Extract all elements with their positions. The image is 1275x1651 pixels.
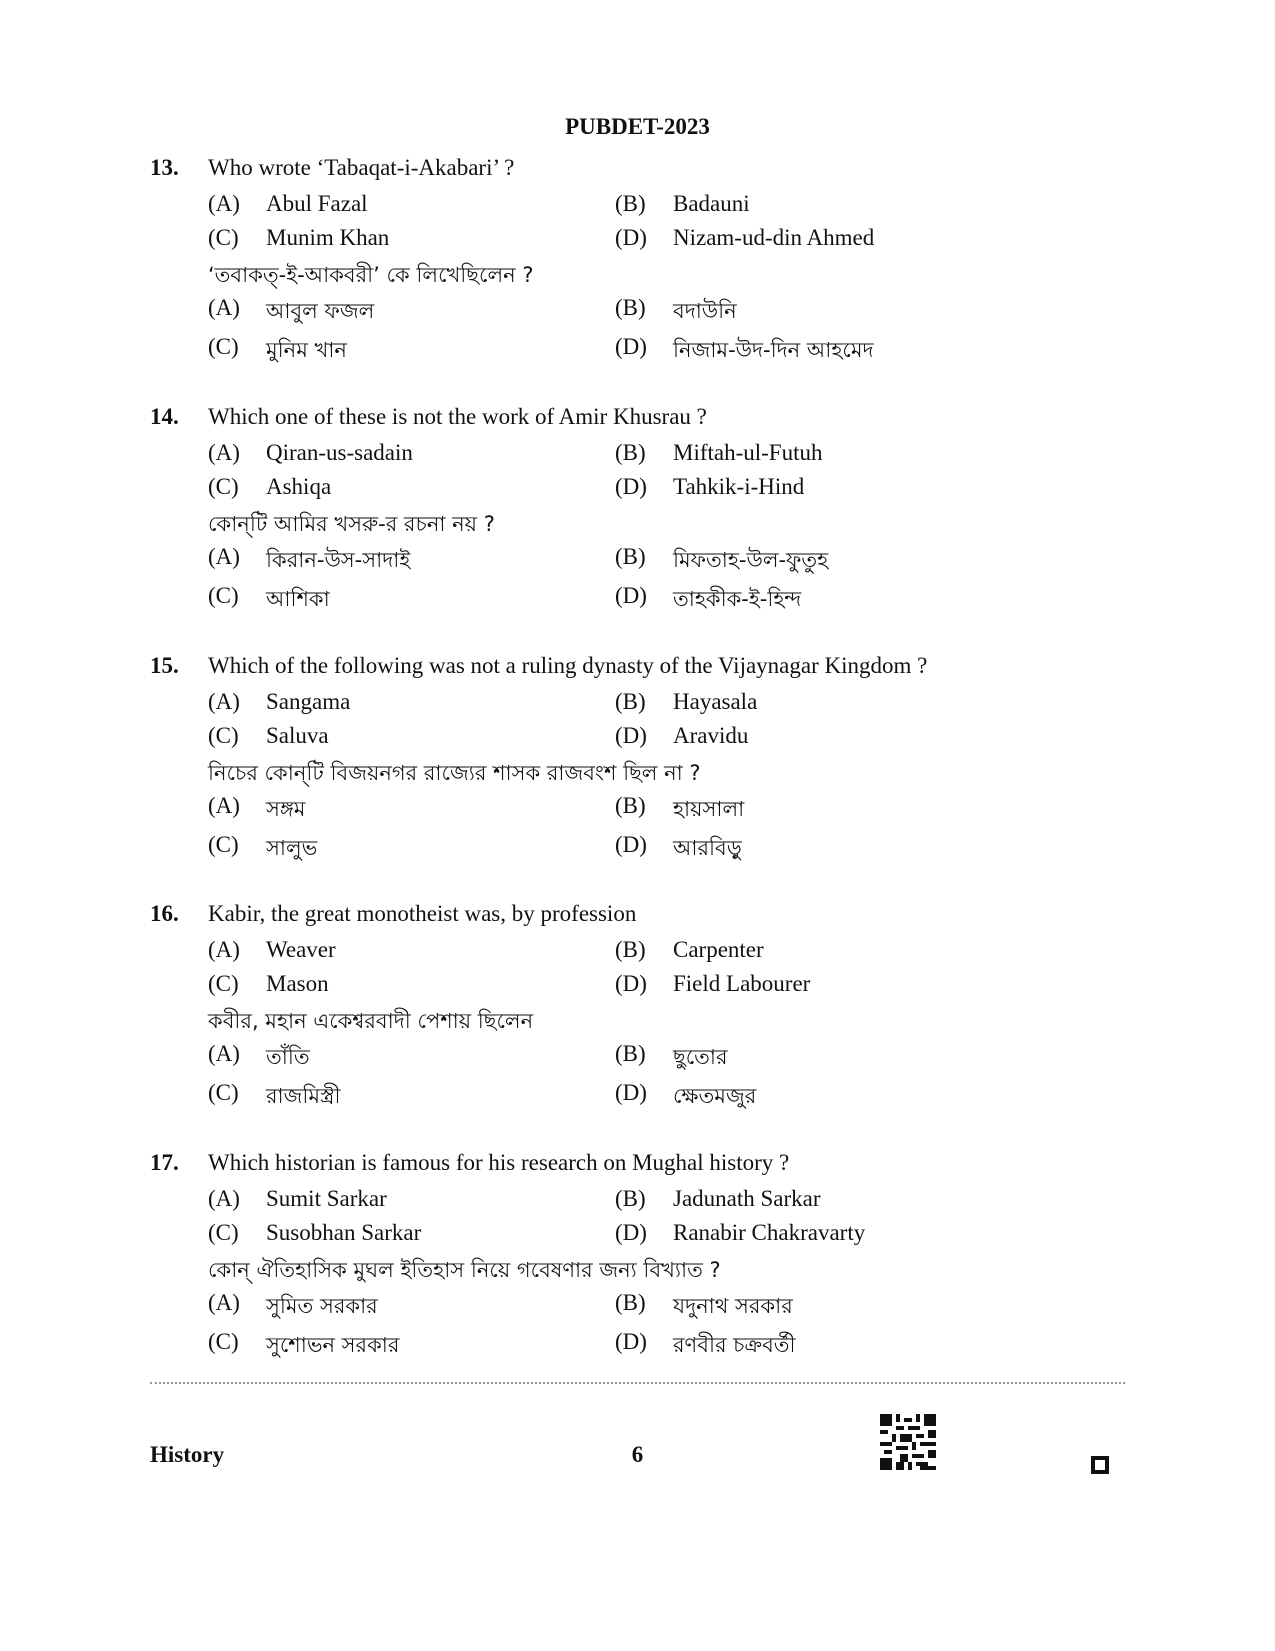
question-number: 15. <box>150 653 179 678</box>
bengali-option-row <box>150 544 1150 583</box>
option-text: Ranabir Chakravarty <box>673 1220 866 1245</box>
option-text: সঙ্গম <box>266 797 306 821</box>
page-header-title: PUBDET-2023 <box>565 114 710 139</box>
question-line <box>150 901 1150 937</box>
option-text: Qiran-us-sadain <box>266 440 413 465</box>
option-label: (D) <box>615 723 647 748</box>
option-text: আবুল ফজল <box>266 299 375 323</box>
question-text: Which one of these is not the work of Amir Khusrau ? <box>208 404 707 429</box>
question-block <box>150 653 1150 871</box>
option-text: Mason <box>266 971 329 996</box>
option-label: (C) <box>208 583 239 608</box>
option-text: যদুনাথ সরকার <box>673 1294 793 1318</box>
option-label: (D) <box>615 474 647 499</box>
option-text: Field Labourer <box>673 971 811 996</box>
bengali-question-text: কোন্‌টি আমির খসরু-র রচনা নয় ? <box>208 512 495 536</box>
bengali-question-line <box>150 757 1150 793</box>
english-option-row <box>150 474 1150 508</box>
option-label: (C) <box>208 723 239 748</box>
option-text: Aravidu <box>673 723 749 748</box>
option-label: (D) <box>615 971 647 996</box>
option-label: (D) <box>615 225 647 250</box>
option-text: Sangama <box>266 689 351 714</box>
english-option-row <box>150 191 1150 225</box>
question-number: 14. <box>150 404 179 429</box>
option-text: Abul Fazal <box>266 191 368 216</box>
option-text: রণবীর চক্রবর্তী <box>673 1333 796 1357</box>
english-option-row <box>150 937 1150 971</box>
square-marker-icon <box>1091 1456 1109 1474</box>
option-label: (B) <box>615 191 646 216</box>
option-text: সুমিত সরকার <box>266 1294 378 1318</box>
english-option-row <box>150 1220 1150 1254</box>
question-block <box>150 901 1150 1119</box>
option-text: Nizam-ud-din Ahmed <box>673 225 875 250</box>
bengali-question-text: ‘তবাকত্-ই-আকবরী’ কে লিখেছিলেন ? <box>208 263 534 287</box>
option-label: (A) <box>208 1290 240 1315</box>
option-text: Miftah-ul-Futuh <box>673 440 823 465</box>
bengali-question-line <box>150 1254 1150 1290</box>
bengali-option-row <box>150 583 1150 622</box>
question-text: Which of the following was not a ruling dynasty of the Vijaynagar Kingdom ? <box>208 653 928 678</box>
option-label: (A) <box>208 191 240 216</box>
option-label: (B) <box>615 937 646 962</box>
option-text: সালুভ <box>266 836 318 860</box>
option-label: (D) <box>615 1220 647 1245</box>
option-text: তাঁতি <box>266 1045 310 1069</box>
option-label: (C) <box>208 1329 239 1354</box>
question-line <box>150 1150 1150 1186</box>
option-label: (A) <box>208 793 240 818</box>
option-label: (A) <box>208 295 240 320</box>
option-text: সুশোভন সরকার <box>266 1333 400 1357</box>
option-label: (A) <box>208 1186 240 1211</box>
question-text: Which historian is famous for his research on Mughal history ? <box>208 1150 790 1175</box>
option-label: (C) <box>208 225 239 250</box>
option-label: (C) <box>208 1080 239 1105</box>
bengali-question-text: কোন্‌ ঐতিহাসিক মুঘল ইতিহাস নিয়ে গবেষণার জন্য বিখ্যাত ? <box>208 1258 721 1282</box>
question-line <box>150 653 1150 689</box>
option-label: (C) <box>208 334 239 359</box>
bengali-option-row <box>150 1290 1150 1329</box>
bengali-question-line <box>150 1005 1150 1041</box>
question-line <box>150 155 1150 191</box>
question-block <box>150 1150 1150 1368</box>
question-text: Kabir, the great monotheist was, by profession <box>208 901 637 926</box>
option-label: (D) <box>615 583 647 608</box>
option-text: Tahkik-i-Hind <box>673 474 805 499</box>
option-text: Munim Khan <box>266 225 390 250</box>
option-text: Susobhan Sarkar <box>266 1220 422 1245</box>
bengali-question-text: কবীর, মহান একেশ্বরবাদী পেশায় ছিলেন <box>208 1009 534 1033</box>
option-text: আরবিড়ু <box>673 836 742 860</box>
option-text: কিরান-উস-সাদাই <box>266 548 411 572</box>
bengali-question-line <box>150 508 1150 544</box>
option-label: (D) <box>615 334 647 359</box>
option-text: তাহকীক-ই-হিন্দ <box>673 587 802 611</box>
english-option-row <box>150 225 1150 259</box>
option-label: (C) <box>208 832 239 857</box>
question-text: Who wrote ‘Tabaqat-i-Akabari’ ? <box>208 155 515 180</box>
bengali-question-line <box>150 259 1150 295</box>
bengali-option-row <box>150 1329 1150 1368</box>
option-label: (A) <box>208 937 240 962</box>
english-option-row <box>150 1186 1150 1220</box>
option-text: নিজাম-উদ-দিন আহমেদ <box>673 338 874 362</box>
option-label: (A) <box>208 440 240 465</box>
option-text: বদাউনি <box>673 299 737 323</box>
option-label: (B) <box>615 544 646 569</box>
option-text: মুনিম খান <box>266 338 347 362</box>
bengali-option-row <box>150 334 1150 373</box>
option-label: (A) <box>208 1041 240 1066</box>
english-option-row <box>150 689 1150 723</box>
question-block <box>150 404 1150 622</box>
option-label: (D) <box>615 1080 647 1105</box>
option-label: (C) <box>208 474 239 499</box>
option-label: (B) <box>615 440 646 465</box>
bengali-option-row <box>150 793 1150 832</box>
option-text: Jadunath Sarkar <box>673 1186 821 1211</box>
option-label: (B) <box>615 1186 646 1211</box>
option-text: Ashiqa <box>266 474 332 499</box>
option-text: মিফতাহ-উল-ফুতুহ <box>673 548 829 572</box>
bengali-option-row <box>150 295 1150 334</box>
question-block <box>150 155 1150 373</box>
bengali-option-row <box>150 1041 1150 1080</box>
option-text: Badauni <box>673 191 750 216</box>
option-text: হায়সালা <box>673 797 745 821</box>
option-text: Hayasala <box>673 689 758 714</box>
option-text: Sumit Sarkar <box>266 1186 387 1211</box>
option-label: (A) <box>208 689 240 714</box>
question-number: 16. <box>150 901 179 926</box>
option-label: (D) <box>615 1329 647 1354</box>
option-label: (B) <box>615 1041 646 1066</box>
option-label: (C) <box>208 1220 239 1245</box>
option-label: (B) <box>615 793 646 818</box>
bengali-option-row <box>150 832 1150 871</box>
option-label: (C) <box>208 971 239 996</box>
option-text: Saluva <box>266 723 329 748</box>
bengali-option-row <box>150 1080 1150 1119</box>
option-text: ছুতোর <box>673 1045 728 1069</box>
footer-page-number: 6 <box>631 1442 644 1467</box>
option-label: (B) <box>615 295 646 320</box>
question-number: 17. <box>150 1150 179 1175</box>
qr-code-icon <box>880 1414 936 1470</box>
confidential-divider <box>150 1382 1125 1384</box>
english-option-row <box>150 723 1150 757</box>
english-option-row <box>150 971 1150 1005</box>
option-label: (D) <box>615 832 647 857</box>
option-text: ক্ষেতমজুর <box>673 1084 757 1108</box>
bengali-question-text: নিচের কোন্‌টি বিজয়নগর রাজ্যের শাসক রাজবংশ ছিল না ? <box>208 761 701 785</box>
footer-subject: History <box>150 1442 225 1467</box>
option-text: Weaver <box>266 937 336 962</box>
option-text: Carpenter <box>673 937 764 962</box>
option-label: (A) <box>208 544 240 569</box>
option-text: রাজমিস্ত্রী <box>266 1084 341 1108</box>
english-option-row <box>150 440 1150 474</box>
option-label: (B) <box>615 1290 646 1315</box>
question-number: 13. <box>150 155 179 180</box>
question-line <box>150 404 1150 440</box>
option-text: আশিকা <box>266 587 330 611</box>
option-label: (B) <box>615 689 646 714</box>
